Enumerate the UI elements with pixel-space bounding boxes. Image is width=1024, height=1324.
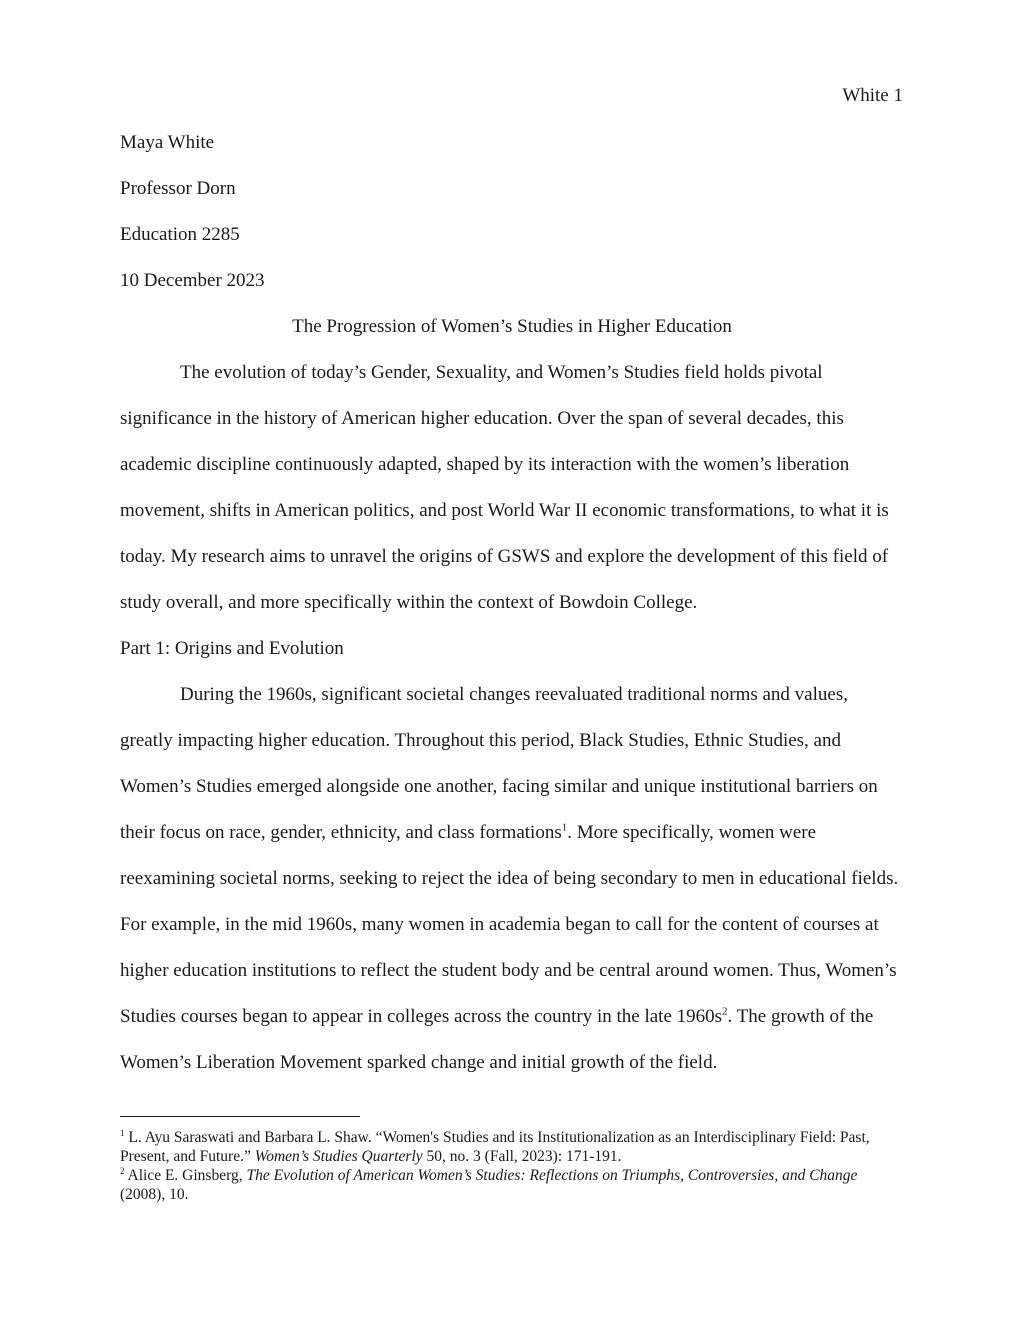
footnote-italic: The Evolution of American Women’s Studies: Reflections on Triumphs, Controversies, and Change (246, 1167, 858, 1184)
footnote-text: 50, no. 3 (Fall, 2023): 171-191. (422, 1148, 622, 1165)
footnote-divider (120, 1116, 360, 1117)
author-name: Maya White (120, 132, 215, 153)
footnote-text: Alice E. Ginsberg, (124, 1167, 247, 1184)
footnote-ref-2[interactable]: 2 (722, 1005, 728, 1018)
footnote-text: L. Ayu Saraswati and Barbara L. Shaw. “Women's Studies and its Institutionalization as an Interdisciplinary Field: Past, Present, and Future.” (120, 1129, 870, 1165)
document-date: 10 December 2023 (120, 270, 265, 291)
footnote-2 (120, 1166, 904, 1204)
footnotes (120, 1128, 904, 1204)
footnote-1 (120, 1128, 904, 1166)
section-text-c: . The growth of the Women’s Liberation Movement sparked change and initial growth of the field. (120, 1006, 874, 1073)
section-text-b: . More specifically, women were reexamining societal norms, seeking to reject the idea of being secondary to men in educational fields. For example, in the mid 1960s, many women in academia began to call for the content of courses at higher education institutions to reflect the student body and be central around women. Thus, Women’s Studies courses began to appear in colleges across the country in the late 1960s (120, 822, 899, 1027)
document-title: The Progression of Women’s Studies in Higher Education (292, 316, 732, 337)
professor-name: Professor Dorn (120, 178, 236, 199)
footnote-text: (2008), 10. (120, 1186, 189, 1203)
course-name: Education 2285 (120, 224, 240, 245)
intro-paragraph: The evolution of today’s Gender, Sexuality, and Women’s Studies field holds pivotal significance in the history of American higher education. Over the span of several decades, this academic discipline continuously adapted, shaped by its interaction with the women’s liberation movement, shifts in American politics, and post World War II economic transformations, to what it is today. My research aims to unravel the origins of GSWS and explore the development of this field of study overall, and more specifically within the context of Bowdoin College. (120, 362, 889, 613)
section-text-a: During the 1960s, significant societal changes reevaluated traditional norms and values, greatly impacting higher education. Throughout this period, Black Studies, Ethnic Studies, and Women’s Studies emerged alongside one another, facing similar and unique institutional barriers on their focus on race, gender, ethnicity, and class formations (120, 684, 878, 843)
footnote-ref-1[interactable]: 1 (561, 821, 568, 834)
document-body (120, 120, 904, 1086)
section-heading: Part 1: Origins and Evolution (120, 638, 344, 659)
footnote-italic: Women’s Studies Quarterly (254, 1148, 423, 1165)
footnote-number: 2 (120, 1165, 125, 1176)
footnote-number: 1 (120, 1127, 125, 1138)
section-paragraph (120, 672, 904, 1086)
page-header-number: White 1 (842, 85, 903, 106)
